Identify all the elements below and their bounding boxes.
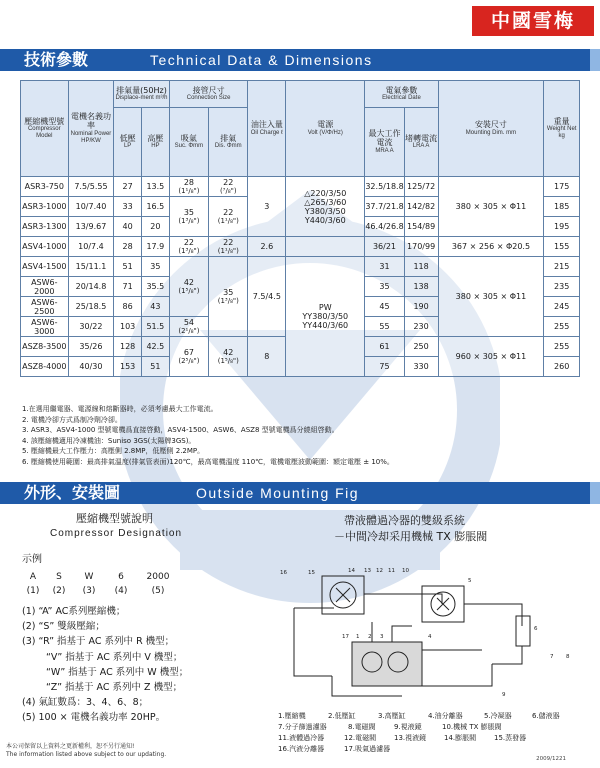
cell-lp: 33 (114, 197, 142, 217)
cell-discharge: 22 (⁷/₈") (209, 177, 248, 197)
two-stage-system (272, 510, 592, 760)
cell-power: 25/18.5 (68, 297, 114, 317)
cell-power: 15/11.1 (68, 257, 114, 277)
cell-hp: 20 (141, 217, 169, 237)
cell-mra: 55 (365, 317, 404, 337)
cell-hp: 43 (141, 297, 169, 317)
technical-data-table (20, 80, 580, 377)
system-legend (278, 711, 560, 755)
cell-mounting: 367 × 256 × Φ20.5 (438, 237, 544, 257)
cell-mra: 31 (365, 257, 404, 277)
cell-lra: 154/89 (404, 217, 438, 237)
disclaimer-en: The information listed above subject to our updating. (6, 751, 167, 758)
cell-mra: 36/21 (365, 237, 404, 257)
table-row (21, 177, 580, 197)
cell-model: ASR3-1000 (21, 197, 69, 217)
cell-weight: 185 (544, 197, 580, 217)
legend-row: 7.分子篩過濾器 8.電磁閥 9.視液鏡 10.機械 TX 膨脹閥 (278, 723, 502, 731)
cell-hp: 13.5 (141, 177, 169, 197)
cell-hp: 17.9 (141, 237, 169, 257)
section-title-en: Technical Data & Dimensions (150, 52, 373, 68)
cell-power: 7.5/5.55 (68, 177, 114, 197)
cell-volt (286, 237, 365, 257)
designation-item: “Z” 指基于 AC 系列中 Z 機型； (46, 682, 183, 694)
col-header-discharge: 排氣 Dis. Φmm (209, 108, 248, 177)
cell-oil: 7.5/4.5 (248, 257, 286, 337)
col-header-mra: 最大工作電流 MRA A (365, 108, 404, 177)
cell-suction: 54 (2¹/₈") (169, 317, 208, 337)
col-header-volt: 電源 Volt (V/Φ/Hz) (286, 81, 365, 177)
legend-row: 1.壓縮機 2.低壓缸 3.高壓缸 4.油分離器 5.冷凝器 6.儲液器 (278, 712, 560, 720)
col-header-lp: 低壓 LP (114, 108, 142, 177)
cell-model: ASV4-1000 (21, 237, 69, 257)
table-row (21, 237, 580, 257)
col-header-power: 電機名義功率 Nominal Power HP/KW (68, 81, 114, 177)
cell-oil: 2.6 (248, 237, 286, 257)
legend-row: 11.液體過冷器 12.電磁閥 13.視液鏡 14.膨脹閥 15.蒸發器 (278, 734, 527, 742)
cell-power: 35/26 (68, 337, 114, 357)
cell-hp: 16.5 (141, 197, 169, 217)
note-line: 4. 該壓縮機適用冷凍機油：Suniso 3GS(太陽牌3GS)。 (22, 436, 196, 445)
disclaimer-zh: 本公司保留以上資料之更新權利，恕不另行通知! (6, 743, 135, 750)
cell-lra: 138 (404, 277, 438, 297)
cell-suction: 22 (1³/₈") (169, 237, 208, 257)
refrigeration-schematic (272, 546, 592, 716)
system-subtitle: －中間冷却采用機械 TX 膨脹閥 (334, 530, 488, 543)
diagram-label: 15 (308, 570, 315, 576)
cell-power: 10/7.40 (68, 197, 114, 217)
code-letter: 2000 (146, 572, 170, 582)
section-bar-technical (0, 49, 600, 71)
cell-lra: 230 (404, 317, 438, 337)
diagram-label: 1 (356, 634, 360, 640)
cell-mra: 35 (365, 277, 404, 297)
diagram-label: 2 (368, 634, 372, 640)
cell-mra: 45 (365, 297, 404, 317)
diagram-label: 10 (402, 568, 409, 574)
code-index: (4) (114, 586, 128, 596)
section-title-zh: 外形、安裝圖 (24, 483, 121, 502)
cell-mra: 61 (365, 337, 404, 357)
designation-item: “V” 指基于 AC 系列中 V 機型； (46, 651, 183, 663)
cell-lp: 153 (114, 357, 142, 377)
cell-weight: 175 (544, 177, 580, 197)
diagram-label: 13 (364, 568, 371, 574)
cell-lp: 103 (114, 317, 142, 337)
cell-mra: 32.5/18.8 (365, 177, 404, 197)
cell-suction: 42 (1⁵/₈") (169, 257, 208, 317)
cell-weight: 245 (544, 297, 580, 317)
col-header-lra: 堵轉電流 LRA A (404, 108, 438, 177)
designation-item: “W” 指基于 AC 系列中 W 機型； (46, 666, 189, 678)
cell-power: 40/30 (68, 357, 114, 377)
cell-lra: 142/82 (404, 197, 438, 217)
cell-power: 10/7.4 (68, 237, 114, 257)
cell-lp: 71 (114, 277, 142, 297)
footer-disclaimer (6, 743, 166, 759)
cell-weight: 155 (544, 237, 580, 257)
cell-hp: 35 (141, 257, 169, 277)
cell-model: ASR3-1300 (21, 217, 69, 237)
cell-lra: 125/72 (404, 177, 438, 197)
cell-weight: 215 (544, 257, 580, 277)
cell-lp: 27 (114, 177, 142, 197)
note-line: 2. 電機冷卻方式爲制冷劑冷卻。 (22, 415, 122, 424)
cell-lp: 128 (114, 337, 142, 357)
cell-lp: 28 (114, 237, 142, 257)
section-bar-accent (590, 482, 600, 504)
designation-list (22, 604, 188, 726)
code-letter: A (29, 572, 37, 582)
legend-row: 16.汽液分離器 17.吸氣過濾器 (278, 745, 391, 753)
cell-lp: 40 (114, 217, 142, 237)
document-number: 2009/1221 (536, 756, 566, 762)
cell-weight: 255 (544, 317, 580, 337)
col-header-electrical: 電氣參數 Electrical Date (365, 81, 438, 108)
cell-mra: 37.7/21.8 (365, 197, 404, 217)
designation-item: (4) 氣缸數爲：3、4、6、8； (22, 697, 149, 709)
cell-suction: 35 (1³/₈") (169, 197, 208, 237)
cell-weight: 195 (544, 217, 580, 237)
cell-model: ASR3-750 (21, 177, 69, 197)
diagram-label: 12 (376, 568, 383, 574)
section-title-zh: 技術參數 (24, 50, 89, 69)
code-index: (2) (52, 586, 66, 596)
designation-item: (3) “R” 指基于 AC 系列中 R 機型； (22, 636, 175, 648)
designation-subtitle: Compressor Designation (50, 528, 183, 539)
section-title-en: Outside Mounting Fig (196, 485, 360, 501)
code-letter: W (84, 572, 94, 582)
designation-title: 壓縮機型號說明 (76, 512, 153, 525)
cell-power: 20/14.8 (68, 277, 114, 297)
cell-lra: 250 (404, 337, 438, 357)
cell-suction: 67 (2⁵/₈") (169, 337, 208, 377)
col-header-hp: 高壓 HP (141, 108, 169, 177)
cell-oil: 8 (248, 337, 286, 377)
cell-model: ASW6-3000 (21, 317, 69, 337)
code-letter: S (56, 572, 62, 582)
cell-mra: 75 (365, 357, 404, 377)
cell-lra: 170/99 (404, 237, 438, 257)
designation-item: (5) 100 × 電機名義功率 20HP。 (22, 712, 166, 724)
cell-suction: 28 (1¹/₈") (169, 177, 208, 197)
cell-volt: △220/3/50 △265/3/60 Y380/3/50 Y440/3/60 (286, 177, 365, 237)
col-header-connection: 接管尺寸 Connection Size (169, 81, 248, 108)
section-bar-mounting (0, 482, 600, 504)
cell-model: ASW6-2500 (21, 297, 69, 317)
diagram-label: 5 (468, 578, 472, 584)
cell-weight: 235 (544, 277, 580, 297)
designation-item: (1) “A” AC系列壓縮機； (22, 606, 126, 617)
section-bar-accent (590, 49, 600, 71)
note-line: 1.在選用繼電器、電源線和熔斷器時，必須考慮最大工作電流。 (22, 405, 218, 413)
note-line: 6. 壓縮機使用範圍：最高排氣溫度(排氣管表面)120℃，最高電機溫度 110℃，電機電壓波動範圍：額定電壓 ± 10%。 (22, 457, 394, 466)
cell-mra: 46.4/26.8 (365, 217, 404, 237)
cell-oil: 3 (248, 177, 286, 237)
designation-indices (22, 586, 178, 596)
diagram-label: 9 (502, 692, 506, 698)
diagram-label: 8 (566, 654, 570, 660)
cell-volt: PW YY380/3/50 YY440/3/60 (286, 257, 365, 377)
col-header-suction: 吸氣 Suc. Φmm (169, 108, 208, 177)
col-header-oil: 油注入量 Oil Charge ℓ (248, 81, 286, 177)
example-label: 示例 (22, 554, 42, 565)
cell-hp: 42.5 (141, 337, 169, 357)
designation-codes (22, 572, 178, 582)
table-row (21, 257, 580, 277)
cell-discharge: 35 (1³/₈") (209, 257, 248, 337)
cell-discharge: 22 (1¹/₈") (209, 197, 248, 237)
diagram-label: 11 (388, 568, 395, 574)
cell-mounting: 380 × 305 × Φ11 (438, 257, 544, 337)
cell-model: ASZ8-3500 (21, 337, 69, 357)
brand-logo: 中國雪梅 (472, 6, 594, 36)
cell-discharge: 22 (1¹/₈") (209, 237, 248, 257)
code-letter: 6 (118, 572, 124, 582)
code-index: (1) (26, 586, 40, 596)
diagram-label: 3 (380, 634, 384, 640)
cell-discharge: 42 (1⁵/₈") (209, 337, 248, 377)
diagram-label: 7 (550, 654, 554, 660)
diagram-label: 4 (428, 634, 432, 640)
technical-notes (22, 404, 582, 468)
cell-lra: 330 (404, 357, 438, 377)
cell-lra: 118 (404, 257, 438, 277)
col-header-model: 壓縮機型號 Compressor Model (21, 81, 69, 177)
code-index: (3) (82, 586, 96, 596)
cell-lp: 86 (114, 297, 142, 317)
cell-model: ASZ8-4000 (21, 357, 69, 377)
cell-model: ASV4-1500 (21, 257, 69, 277)
col-header-weight: 重量 Weight Net kg (544, 81, 580, 177)
cell-power: 30/22 (68, 317, 114, 337)
note-line: 3. ASR3、ASV4-1000 型號電機爲直接啓動，ASV4-1500、ASW6、ASZ8 型號電機爲分繞組啓動。 (22, 426, 339, 435)
diagram-label: 16 (280, 570, 287, 576)
col-header-mounting: 安裝尺寸 Mounting Dim. mm (438, 81, 544, 177)
cell-weight: 255 (544, 337, 580, 357)
diagram-label: 14 (348, 568, 355, 574)
code-index: (5) (151, 586, 165, 596)
designation-item: (2) “S” 雙級壓縮； (22, 621, 105, 633)
col-header-displacement: 排氣量(50Hz) Displace-ment m³/h (114, 81, 169, 108)
note-line: 5. 壓縮機最大工作壓力：高壓側 2.8MP，低壓側 2.2MP。 (22, 447, 205, 456)
cell-hp: 51 (141, 357, 169, 377)
diagram-label: 6 (534, 626, 538, 632)
system-title: 帶液體過冷器的雙級系統 (344, 514, 465, 527)
cell-power: 13/9.67 (68, 217, 114, 237)
cell-model: ASW6-2000 (21, 277, 69, 297)
cell-hp: 35.5 (141, 277, 169, 297)
diagram-label: 17 (342, 634, 349, 640)
cell-hp: 51.5 (141, 317, 169, 337)
cell-mounting: 960 × 305 × Φ11 (438, 337, 544, 377)
cell-lp: 51 (114, 257, 142, 277)
cell-mounting: 380 × 305 × Φ11 (438, 177, 544, 237)
cell-weight: 260 (544, 357, 580, 377)
cell-lra: 190 (404, 297, 438, 317)
